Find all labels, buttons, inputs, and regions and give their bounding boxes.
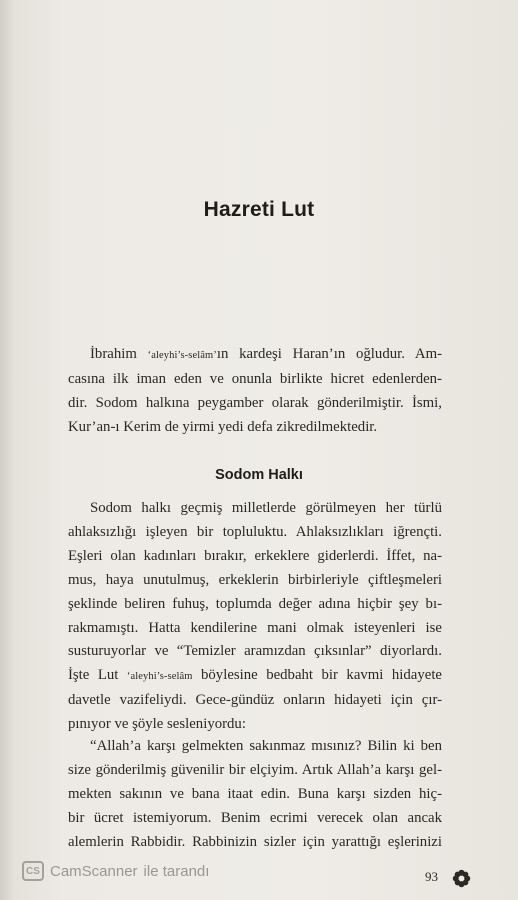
text-line: alemlerin Rabbidir. Rabbinizin sizler için yarattığı eşlerinizi — [68, 833, 442, 850]
spine-shadow — [0, 0, 14, 900]
text-line: Kur’an-ı Kerim de yirmi yedi defa zikredilmektedir. — [68, 418, 378, 435]
text-line — [68, 343, 442, 368]
text-line: ahlaksızlığı işleyen bir topluluktu. Ahlaksızlıkları iğrençti. — [68, 523, 442, 540]
text-line: casına ilk iman eden ve onunla birlikte hicret edenlerden- — [68, 370, 442, 387]
text-segment: ın kardeşi Haran’ın oğludur. Am- — [216, 346, 443, 362]
text-line: davetle vazifeliydi. Gece-gündüz onların hidayeti için çır- — [68, 692, 442, 709]
watermark-suffix: ile tarandı — [143, 862, 210, 880]
text-segment: İbrahim — [90, 346, 148, 362]
quote-paragraph — [68, 735, 442, 855]
body-paragraph — [68, 497, 442, 737]
text-line: size gönderilmiş güvenilir bir elçiyim. Artık Allah’a karşı gel- — [68, 761, 442, 778]
text-segment: İşte Lut — [68, 667, 127, 684]
chapter-title: Hazreti Lut — [203, 198, 315, 221]
text-line: bir ücret istemiyorum. Benim ecrimi verecek olan ancak — [68, 809, 442, 826]
text-line: şeklinde beliren fuhuş, toplumda değer adına hiçbir şey bı- — [68, 595, 442, 612]
text-line: mekten sakının ve bana itaat edin. Buna karşı sizden hiç- — [68, 785, 442, 802]
text-line: Eşleri olan kadınları bırakır, erkeklere giderlerdi. İffet, na- — [68, 547, 442, 564]
watermark-app-name: CamScanner — [50, 862, 138, 880]
text-line: “Allah’a karşı gelmekten sakınmaz mısınız? Bilin ki ben — [90, 738, 442, 754]
honorific: ‘aleyhi’s-selâm’ — [147, 350, 217, 361]
text-line: pınıyor ve şöyle sesleniyordu: — [68, 716, 246, 733]
text-line: dir. Sodom halkına peygamber olarak gönderilmiştir. İsmi, — [68, 394, 442, 411]
flower-ornament-icon — [452, 869, 471, 888]
text-line: rakmamıştı. Hatta kendilerine mani olmak isteyenleri ise — [68, 619, 442, 636]
scanner-watermark — [22, 860, 209, 882]
text-line: susturuyorlar ve “Temizler aramızdan çıksınlar” diyorlardı. — [68, 643, 442, 660]
honorific: ‘aleyhi’s-selâm — [126, 671, 193, 683]
page-number: 93 — [425, 869, 438, 884]
text-segment: böylesine bedbaht bir kavmi hidayete — [192, 667, 443, 684]
camscanner-icon: CS — [22, 861, 44, 881]
text-line — [68, 664, 442, 689]
section-title: Sodom Halkı — [215, 467, 303, 483]
text-line: Sodom halkı geçmiş milletlerde görülmeyen her türlü — [90, 500, 442, 516]
intro-paragraph — [68, 343, 442, 440]
text-line: mus, haya unutulmuş, erkeklerin birbirleriyle çiftleşmeleri — [68, 571, 442, 588]
